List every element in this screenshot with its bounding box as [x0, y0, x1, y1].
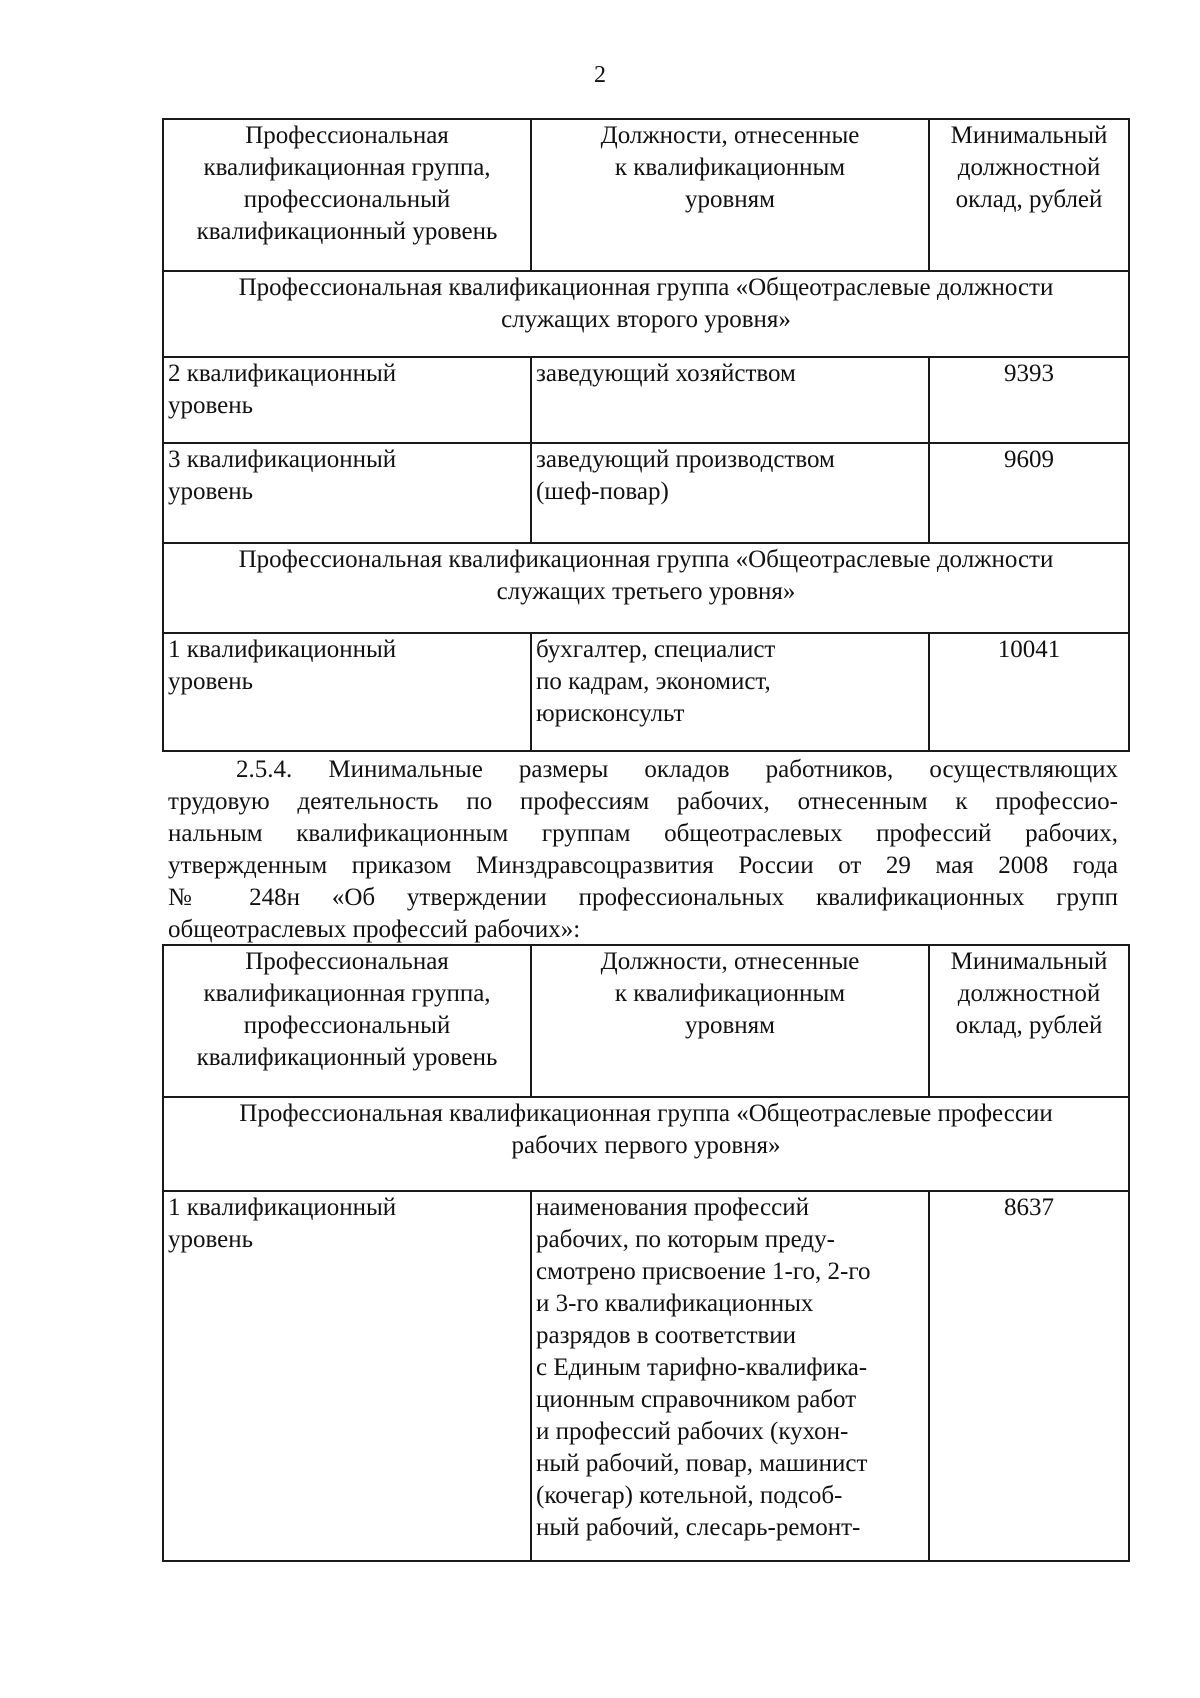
position-line: наименования профессий: [536, 1194, 809, 1221]
header-min-salary: [929, 945, 1129, 1097]
positions: [531, 443, 929, 543]
position-line: и 3-го квалификационных: [536, 1290, 814, 1317]
position-line: ционным справочником работ: [536, 1386, 857, 1413]
header-line: профессиональный: [243, 186, 451, 213]
position-line: ный рабочий, слесарь-ремонт-: [536, 1514, 861, 1541]
header-line: квалификационный уровень: [196, 1044, 498, 1071]
header-line: оклад, рублей: [955, 1012, 1103, 1039]
group-title-line: служащих третьего уровня»: [496, 578, 796, 605]
level-line: 2 квалификационный: [168, 360, 397, 387]
position-line: и профессий рабочих (кухон-: [536, 1418, 849, 1445]
positions: [531, 357, 929, 443]
header-line: Профессиональная: [245, 122, 449, 149]
group-row: [163, 1097, 1129, 1191]
header-line: Должности, отнесенные: [600, 122, 860, 149]
group-title: [163, 1097, 1129, 1191]
position-line: заведующий производством: [536, 446, 835, 473]
group-title-line: Профессиональная квалификационная группа «Общеотраслевые должности: [238, 546, 1054, 573]
level-line: уровень: [168, 392, 254, 419]
group-title-line: рабочих первого уровня»: [511, 1132, 781, 1159]
header-line: уровням: [684, 1012, 775, 1039]
header-line: Минимальный: [950, 948, 1108, 975]
page-number: 2: [594, 62, 606, 88]
position-line: по кадрам, экономист,: [536, 668, 771, 695]
paragraph-line: № 248н «Об утверждении профессиональных квалификационных групп: [168, 884, 1118, 911]
group-title-line: служащих второго уровня»: [501, 306, 791, 333]
header-positions: [531, 945, 929, 1097]
table-header-row: [163, 945, 1129, 1097]
level-line: 1 квалификационный: [168, 636, 397, 663]
header-line: должностной: [957, 980, 1101, 1007]
qualification-level: [163, 633, 531, 751]
header-line: должностной: [957, 154, 1101, 181]
header-line: оклад, рублей: [955, 186, 1103, 213]
group-title: [163, 543, 1129, 633]
table-row: [163, 443, 1129, 543]
group-row: [163, 271, 1129, 357]
paragraph-line: общеотраслевых профессий рабочих»:: [168, 916, 581, 943]
position-line: заведующий хозяйством: [536, 360, 796, 387]
header-line: Профессиональная: [245, 948, 449, 975]
header-line: профессиональный: [243, 1012, 451, 1039]
paragraph-line: утвержденным приказом Минздравсоцразвития России от 29 мая 2008 года: [168, 852, 1118, 879]
table-row: [163, 1191, 1129, 1561]
position-line: рабочих, по которым преду-: [536, 1226, 835, 1253]
position-line: ный рабочий, повар, машинист: [536, 1450, 868, 1477]
header-line: к квалификационным: [614, 154, 846, 181]
header-line: квалификационная группа,: [203, 154, 491, 181]
header-line: квалификационный уровень: [196, 218, 498, 245]
header-positions: [531, 119, 929, 271]
paragraph-line: нальным квалификационным группам общеотраслевых профессий рабочих,: [168, 820, 1118, 847]
level-line: уровень: [168, 668, 254, 695]
level-line: 3 квалификационный: [168, 446, 397, 473]
position-line: (шеф-повар): [536, 478, 669, 505]
header-min-salary: [929, 119, 1129, 271]
min-salary: 8637: [929, 1191, 1129, 1561]
salary-table-employees: [162, 118, 1130, 752]
group-title-line: Профессиональная квалификационная группа «Общеотраслевые должности: [238, 274, 1054, 301]
salary-table-workers: [162, 944, 1130, 1562]
positions: [531, 1191, 929, 1561]
min-salary: 9609: [929, 443, 1129, 543]
group-title: [163, 271, 1129, 357]
header-line: Должности, отнесенные: [600, 948, 860, 975]
level-line: уровень: [168, 1226, 254, 1253]
group-row: [163, 543, 1129, 633]
clause-2-5-4: [168, 754, 1118, 946]
positions: [531, 633, 929, 751]
position-line: с Единым тарифно-квалифика-: [536, 1354, 868, 1381]
table-row: [163, 633, 1129, 751]
table-header-row: [163, 119, 1129, 271]
header-line: Минимальный: [950, 122, 1108, 149]
qualification-level: [163, 357, 531, 443]
table-row: [163, 357, 1129, 443]
min-salary: 9393: [929, 357, 1129, 443]
group-title-line: Профессиональная квалификационная группа «Общеотраслевые профессии: [239, 1100, 1053, 1127]
header-line: к квалификационным: [614, 980, 846, 1007]
qualification-level: [163, 443, 531, 543]
min-salary: 10041: [929, 633, 1129, 751]
header-line: уровням: [684, 186, 775, 213]
position-line: юрисконсульт: [536, 700, 685, 727]
position-line: разрядов в соответствии: [536, 1322, 797, 1349]
header-line: квалификационная группа,: [203, 980, 491, 1007]
paragraph-line: трудовую деятельность по профессиям рабочих, отнесенным к профессио-: [168, 788, 1118, 815]
header-qualification-group: [163, 945, 531, 1097]
header-qualification-group: [163, 119, 531, 271]
position-line: смотрено присвоение 1-го, 2-го: [536, 1258, 871, 1285]
level-line: уровень: [168, 478, 254, 505]
qualification-level: [163, 1191, 531, 1561]
position-line: (кочегар) котельной, подсоб-: [536, 1482, 843, 1509]
level-line: 1 квалификационный: [168, 1194, 397, 1221]
paragraph-line: 2.5.4. Минимальные размеры окладов работников, осуществляющих: [236, 756, 1118, 783]
position-line: бухгалтер, специалист: [536, 636, 776, 663]
